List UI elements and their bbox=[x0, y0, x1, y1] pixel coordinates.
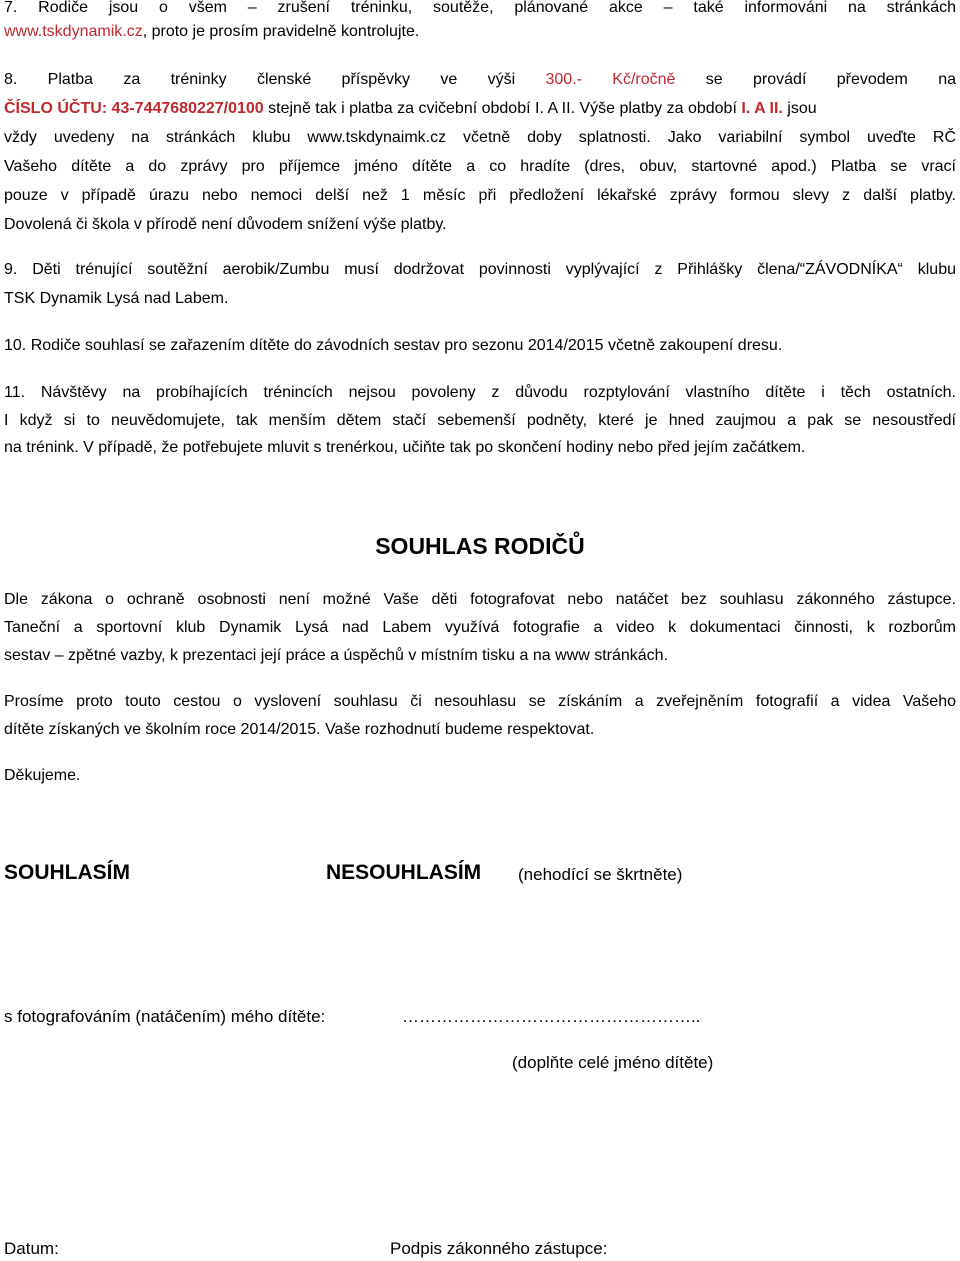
photo-consent-label: s fotografováním (natáčením) mého dítěte: bbox=[4, 1007, 326, 1026]
rule-7-line-1: 7. Rodiče jsou o všem – zrušení tréninku, soutěže, plánované akce – také informováni na stránkách bbox=[4, 0, 956, 16]
rule-8-line-4: Vašeho dítěte a do zprávy pro příjemce jméno dítěte a co hradíte (dres, obuv, startovné apod.) Platba se vrací bbox=[4, 158, 956, 175]
rule-8-intro: 8. Platba za tréninky členské příspěvky ve výši bbox=[4, 71, 516, 88]
strike-note: (nehodící se škrtněte) bbox=[518, 865, 683, 884]
rule-8-period-text: stejně tak i platba za cvičební období I. A II. Výše platby za období bbox=[268, 100, 737, 117]
rule-8-line-2-end: jsou bbox=[787, 100, 817, 117]
rule-8-line-2 bbox=[4, 99, 956, 119]
rule-8-line-1 bbox=[4, 70, 956, 90]
agree-option[interactable]: SOUHLASÍM bbox=[4, 861, 130, 884]
rule-8-method: se provádí převodem na bbox=[705, 71, 957, 88]
consent-p1-line-3: sestav – zpětné vazby, k prezentaci její práce a úspěchů v místním tisku a na www stránkách. bbox=[4, 647, 669, 664]
date-label: Datum: bbox=[4, 1239, 59, 1258]
rule-9-line-1: 9. Děti trénující soutěžní aerobik/Zumbu musí dodržovat povinnosti vyplývající z Přihlášky člena/“ZÁVODNÍKA“ klubu bbox=[4, 261, 956, 278]
consent-p1-line-1: Dle zákona o ochraně osobnosti není možné Vaše děti fotografovat nebo natáčet bez souhlasu zákonného zástupce. bbox=[4, 591, 956, 608]
bank-account-number: ČÍSLO ÚČTU: 43-7447680227/0100 bbox=[4, 100, 264, 117]
club-website-link[interactable]: www.tskdynamik.cz bbox=[4, 23, 143, 40]
thanks-text: Děkujeme. bbox=[4, 767, 81, 784]
rule-11-line-3: na trénink. V případě, že potřebujete mluvit s trenérkou, učiňte tak po skončení hodiny nebo před jejím začátkem. bbox=[4, 439, 806, 456]
rule-11-line-1: 11. Návštěvy na probíhajících trénincích nejsou povoleny z důvodu rozptylování vlastního dítěte i těch ostatních. bbox=[4, 384, 956, 401]
consent-p2-line-1: Prosíme proto touto cestou o vyslovení souhlasu či nesouhlasu se získáním a zveřejněním fotografií a videa Vašeho bbox=[4, 693, 956, 710]
rule-7-line-2-text: , proto je prosím pravidelně kontrolujte. bbox=[142, 23, 420, 40]
consent-p2-line-2: dítěte získaných ve školním roce 2014/2015. Vaše rozhodnutí budeme respektovat. bbox=[4, 721, 595, 738]
child-name-hint: (doplňte celé jméno dítěte) bbox=[512, 1053, 714, 1072]
rule-8-period: I. A II. bbox=[741, 100, 783, 117]
rule-11-line-2: I když si to neuvědomujete, tak menším dětem stačí sebemenší podněty, které je hned zaujmou a pak se nesoustředí bbox=[4, 412, 956, 429]
fee-amount: 300.- Kč/ročně bbox=[545, 71, 676, 88]
disagree-option[interactable]: NESOUHLASÍM bbox=[326, 861, 482, 884]
consent-title: SOUHLAS RODIČŮ bbox=[375, 533, 585, 559]
rule-7-line-2 bbox=[4, 22, 956, 42]
rule-8-line-3: vždy uvedeny na stránkách klubu www.tskdynaimk.cz včetně doby splatnosti. Jako variabilní symbol uveďte RČ bbox=[4, 129, 956, 146]
rule-8-line-5: pouze v případě úrazu nebo nemoci delší než 1 měsíc při předložení lékařské zprávy formou slevy z další platby. bbox=[4, 187, 956, 204]
rule-8-line-6: Dovolená či škola v přírodě není důvodem snížení výše platby. bbox=[4, 216, 447, 233]
rule-10-line-1: 10. Rodiče souhlasí se zařazením dítěte do závodních sestav pro sezonu 2014/2015 včetně zakoupení dresu. bbox=[4, 337, 783, 354]
signature-label: Podpis zákonného zástupce: bbox=[390, 1239, 608, 1258]
rule-9-line-2: TSK Dynamik Lysá nad Labem. bbox=[4, 290, 229, 307]
child-name-field[interactable]: …………………………………………….. bbox=[402, 1007, 701, 1026]
consent-p1-line-2: Taneční a sportovní klub Dynamik Lysá nad Labem využívá fotografie a video k dokumentaci činnosti, k rozborům bbox=[4, 619, 956, 636]
